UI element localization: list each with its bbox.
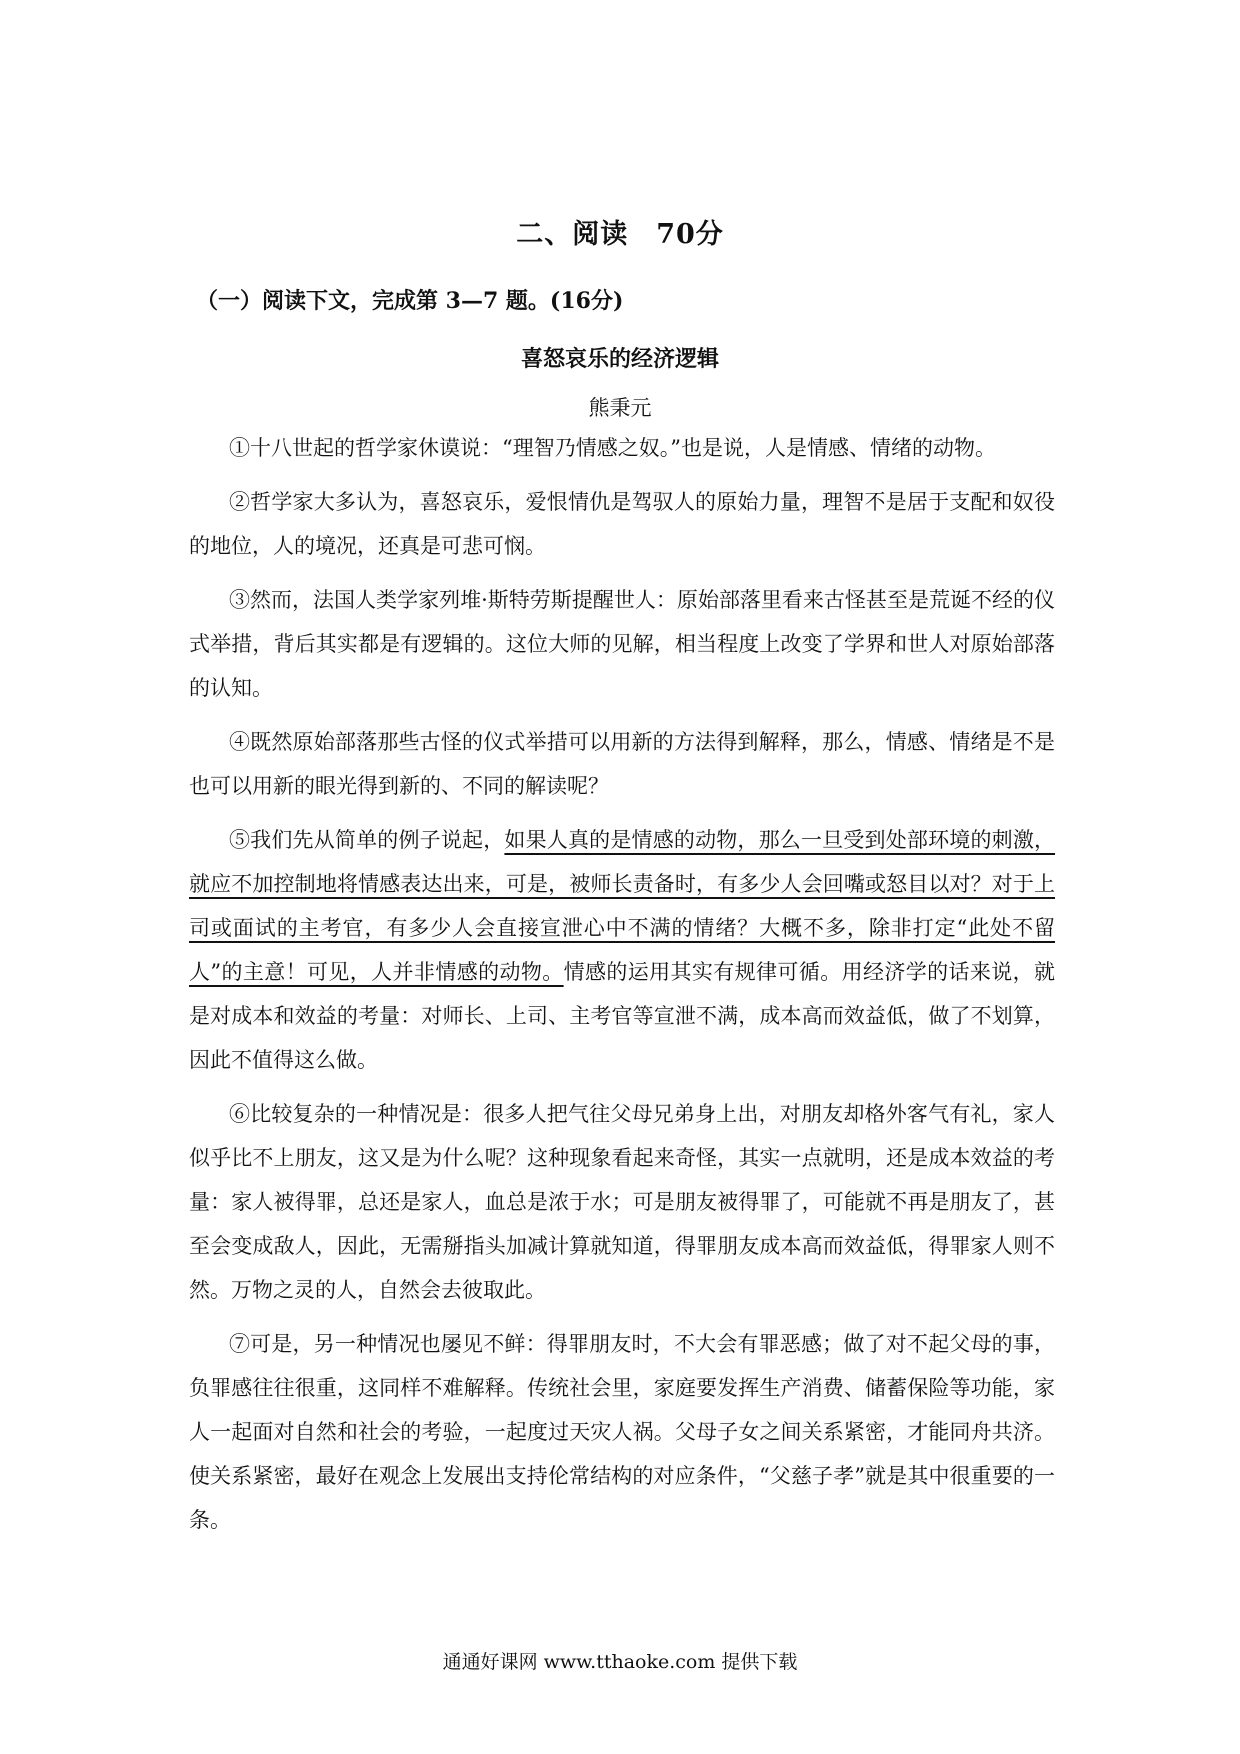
paragraph-text: ③然而，法国人类学家列堆·斯特劳斯提醒世人：原始部落里看来古怪甚至是荒诞不经的仪式举措，背后其实都是有逻辑的。这位大师的见解，相当程度上改变了学界和世人对原始部落的认知。 <box>189 588 1055 700</box>
paragraph-text: ②哲学家大多认为，喜怒哀乐，爱恨情仇是驾驭人的原始力量，理智不是居于支配和奴役的地位，人的境况，还真是可悲可悯。 <box>189 490 1055 558</box>
article-title: 喜怒哀乐的经济逻辑 <box>520 346 719 372</box>
paragraph-3 <box>189 578 1055 710</box>
paragraph-6 <box>189 1092 1055 1312</box>
paragraph-1 <box>189 426 1055 470</box>
question-instruction: （一）阅读下文，完成第 3—7 题。(16分) <box>196 288 624 314</box>
underlined-passage: 如果人真的是情感的动物，那么一旦受到处部环境的刺激，就应不加控制地将情感表达出来，可是，被师长责备时，有多少人会回嘴或怒目以对？对于上司或面试的主考官，有多少人会直接宣泄心中不满的情绪？大概不多，除非打定“此处不留人”的主意！可见，人并非情感的动物。 <box>189 828 1056 984</box>
section-title: 二、阅读 70分 <box>516 219 724 250</box>
paragraph-text: ⑦可是，另一种情况也屡见不鲜：得罪朋友时，不大会有罪恶感；做了对不起父母的事，负罪感往往很重，这同样不难解释。传统社会里，家庭要发挥生产消费、储蓄保险等功能，家人一起面对自然和社会的考验，一起度过天灾人祸。父母子女之间关系紧密，才能同舟共济。使关系紧密，最好在观念上发展出支持伦常结构的对应条件，“父慈子孝”就是其中很重要的一条。 <box>189 1332 1055 1532</box>
paragraph-4 <box>189 720 1055 808</box>
paragraph-7 <box>189 1322 1055 1542</box>
article-author: 熊秉元 <box>588 396 652 420</box>
paragraph-text: ④既然原始部落那些古怪的仪式举措可以用新的方法得到解释，那么，情感、情绪是不是也可以用新的眼光得到新的、不同的解读呢？ <box>189 730 1055 798</box>
paragraph-2 <box>189 480 1055 568</box>
paragraph-text: ⑥比较复杂的一种情况是：很多人把气往父母兄弟身上出，对朋友却格外客气有礼，家人似乎比不上朋友，这又是为什么呢？这种现象看起来奇怪，其实一点就明，还是成本效益的考量：家人被得罪，总还是家人，血总是浓于水；可是朋友被得罪了，可能就不再是朋友了，甚至会变成敌人，因此，无需掰指头加减计算就知道，得罪朋友成本高而效益低，得罪家人则不然。万物之灵的人，自然会去彼取此。 <box>189 1102 1055 1302</box>
paragraph-text: ①十八世起的哲学家休谟说：“理智乃情感之奴。”也是说，人是情感、情绪的动物。 <box>229 436 996 460</box>
article-body <box>189 426 1055 1542</box>
paragraph-text: ⑤我们先从简单的例子说起， <box>229 828 505 852</box>
paragraph-5 <box>189 818 1055 1082</box>
page-footer: 通通好课网 www.tthaoke.com 提供下载 <box>442 1651 798 1673</box>
paragraph-text: 情感的运用其实有规律可循。用经济学的话来说，就是对成本和效益的考量：对师长、上司、主考官等宣泄不满，成本高而效益低，做了不划算，因此不值得这么做。 <box>189 960 1056 1072</box>
